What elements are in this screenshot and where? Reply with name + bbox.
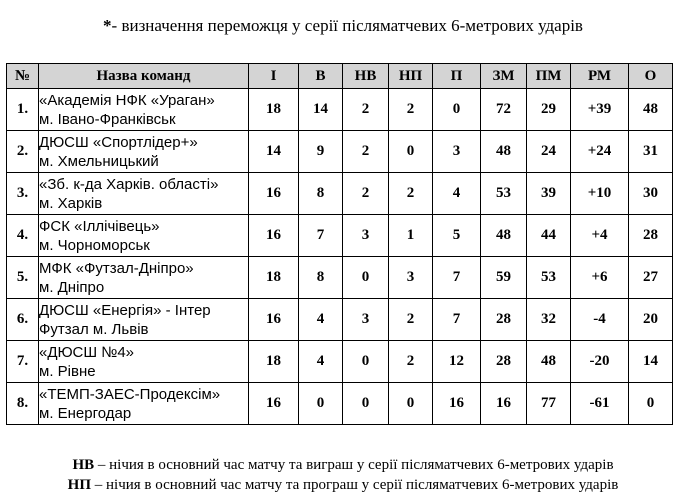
row-number: 8. bbox=[7, 383, 39, 425]
stat-wins: 8 bbox=[299, 173, 343, 215]
team-cell bbox=[39, 131, 249, 173]
stat-draw-loss: 2 bbox=[389, 89, 433, 131]
legend-nv bbox=[0, 457, 686, 474]
legend-np-abbr: НП bbox=[67, 477, 92, 493]
header-team: Назва команд bbox=[39, 64, 249, 89]
team-cell bbox=[39, 299, 249, 341]
table-row bbox=[7, 341, 673, 383]
stat-goals-scored: 28 bbox=[481, 341, 527, 383]
stat-goals-scored: 53 bbox=[481, 173, 527, 215]
team-cell bbox=[39, 215, 249, 257]
team-city: м. Івано-Франківськ bbox=[39, 110, 176, 128]
team-name: «Академія НФК «Ураган» bbox=[39, 91, 215, 109]
stat-losses: 12 bbox=[433, 341, 481, 383]
stat-draw-win: 0 bbox=[343, 257, 389, 299]
legend-np bbox=[0, 477, 686, 494]
team-name: ДЮСШ «Енергія» - Інтер bbox=[39, 301, 211, 319]
row-number: 5. bbox=[7, 257, 39, 299]
stat-losses: 7 bbox=[433, 257, 481, 299]
team-cell bbox=[39, 173, 249, 215]
row-number: 3. bbox=[7, 173, 39, 215]
stat-goals-conceded: 53 bbox=[527, 257, 571, 299]
table-row bbox=[7, 131, 673, 173]
stat-goals-scored: 16 bbox=[481, 383, 527, 425]
stat-goals-scored: 28 bbox=[481, 299, 527, 341]
table-row bbox=[7, 173, 673, 215]
table-row bbox=[7, 257, 673, 299]
header-wins: В bbox=[299, 64, 343, 89]
stat-draw-win: 0 bbox=[343, 383, 389, 425]
stat-games: 16 bbox=[249, 299, 299, 341]
top-note-marker: * bbox=[103, 16, 112, 35]
table-header-row bbox=[7, 64, 673, 89]
stat-points: 14 bbox=[629, 341, 673, 383]
team-name: ФСК «Іллічівець» bbox=[39, 217, 160, 235]
top-note bbox=[0, 16, 686, 36]
team-city: м. Хмельницький bbox=[39, 152, 159, 170]
stat-draw-loss: 2 bbox=[389, 341, 433, 383]
stat-draw-loss: 1 bbox=[389, 215, 433, 257]
stat-games: 14 bbox=[249, 131, 299, 173]
table-row bbox=[7, 215, 673, 257]
row-number: 2. bbox=[7, 131, 39, 173]
team-cell bbox=[39, 257, 249, 299]
stat-goals-conceded: 32 bbox=[527, 299, 571, 341]
team-name: «Зб. к-да Харків. області» bbox=[39, 175, 219, 193]
standings-body bbox=[7, 89, 673, 425]
stat-goals-conceded: 39 bbox=[527, 173, 571, 215]
table-row bbox=[7, 383, 673, 425]
row-number: 1. bbox=[7, 89, 39, 131]
row-number: 6. bbox=[7, 299, 39, 341]
stat-losses: 4 bbox=[433, 173, 481, 215]
stat-goals-scored: 48 bbox=[481, 215, 527, 257]
stat-goal-difference: -20 bbox=[571, 341, 629, 383]
stat-points: 48 bbox=[629, 89, 673, 131]
stat-goals-conceded: 29 bbox=[527, 89, 571, 131]
stat-points: 27 bbox=[629, 257, 673, 299]
stat-goal-difference: +10 bbox=[571, 173, 629, 215]
team-name: МФК «Футзал-Дніпро» bbox=[39, 259, 194, 277]
standings-table bbox=[6, 63, 673, 425]
header-points: О bbox=[629, 64, 673, 89]
team-city: м. Енергодар bbox=[39, 404, 132, 422]
header-goals-scored: ЗМ bbox=[481, 64, 527, 89]
stat-goal-difference: +6 bbox=[571, 257, 629, 299]
stat-points: 28 bbox=[629, 215, 673, 257]
team-cell bbox=[39, 89, 249, 131]
stat-draw-win: 2 bbox=[343, 131, 389, 173]
stat-draw-win: 3 bbox=[343, 299, 389, 341]
stat-draw-win: 3 bbox=[343, 215, 389, 257]
row-number: 4. bbox=[7, 215, 39, 257]
stat-wins: 14 bbox=[299, 89, 343, 131]
stat-goal-difference: -4 bbox=[571, 299, 629, 341]
stat-goals-scored: 59 bbox=[481, 257, 527, 299]
header-losses: П bbox=[433, 64, 481, 89]
stat-games: 18 bbox=[249, 341, 299, 383]
team-name: ДЮСШ «Спортлідер+» bbox=[39, 133, 198, 151]
header-goals-conceded: ПМ bbox=[527, 64, 571, 89]
stat-goals-conceded: 44 bbox=[527, 215, 571, 257]
header-draw-loss: НП bbox=[389, 64, 433, 89]
stat-points: 20 bbox=[629, 299, 673, 341]
stat-losses: 0 bbox=[433, 89, 481, 131]
stat-draw-loss: 2 bbox=[389, 173, 433, 215]
stat-losses: 5 bbox=[433, 215, 481, 257]
stat-wins: 4 bbox=[299, 341, 343, 383]
table-row bbox=[7, 299, 673, 341]
stat-goal-difference: +24 bbox=[571, 131, 629, 173]
stat-losses: 7 bbox=[433, 299, 481, 341]
stat-goal-difference: +4 bbox=[571, 215, 629, 257]
legend-nv-text: – нічия в основний час матчу та виграш у серії післяматчевих 6-метрових ударів bbox=[94, 457, 614, 473]
stat-draw-loss: 0 bbox=[389, 383, 433, 425]
stat-draw-win: 0 bbox=[343, 341, 389, 383]
legend-np-text: – нічия в основний час матчу та програш у серії післяматчевих 6-метрових ударів bbox=[91, 477, 619, 493]
stat-wins: 0 bbox=[299, 383, 343, 425]
header-draw-win: НВ bbox=[343, 64, 389, 89]
stat-games: 16 bbox=[249, 215, 299, 257]
team-cell bbox=[39, 383, 249, 425]
stat-draw-win: 2 bbox=[343, 173, 389, 215]
stat-points: 30 bbox=[629, 173, 673, 215]
stat-wins: 9 bbox=[299, 131, 343, 173]
header-goal-difference: РМ bbox=[571, 64, 629, 89]
stat-draw-win: 2 bbox=[343, 89, 389, 131]
team-city: м. Дніпро bbox=[39, 278, 105, 296]
legend-nv-abbr: НВ bbox=[72, 457, 95, 473]
team-cell bbox=[39, 341, 249, 383]
stat-wins: 4 bbox=[299, 299, 343, 341]
top-note-text: - визначення переможця у серії післяматчевих 6-метрових ударів bbox=[111, 16, 583, 35]
team-city: м. Чорноморськ bbox=[39, 236, 150, 254]
stat-draw-loss: 0 bbox=[389, 131, 433, 173]
stat-wins: 8 bbox=[299, 257, 343, 299]
header-games: І bbox=[249, 64, 299, 89]
stat-points: 31 bbox=[629, 131, 673, 173]
stat-goal-difference: +39 bbox=[571, 89, 629, 131]
stat-goals-conceded: 48 bbox=[527, 341, 571, 383]
stat-games: 16 bbox=[249, 173, 299, 215]
table-row bbox=[7, 89, 673, 131]
stat-draw-loss: 3 bbox=[389, 257, 433, 299]
stat-games: 18 bbox=[249, 89, 299, 131]
team-city: м. Рівне bbox=[39, 362, 96, 380]
stat-wins: 7 bbox=[299, 215, 343, 257]
team-name: «ТЕМП-ЗАЕС-Продексім» bbox=[39, 385, 221, 403]
stat-goals-conceded: 77 bbox=[527, 383, 571, 425]
stat-points: 0 bbox=[629, 383, 673, 425]
stat-losses: 16 bbox=[433, 383, 481, 425]
stat-games: 16 bbox=[249, 383, 299, 425]
header-number: № bbox=[7, 64, 39, 89]
stat-goals-scored: 72 bbox=[481, 89, 527, 131]
row-number: 7. bbox=[7, 341, 39, 383]
team-city: Футзал м. Львів bbox=[39, 320, 149, 338]
stat-goals-conceded: 24 bbox=[527, 131, 571, 173]
stat-games: 18 bbox=[249, 257, 299, 299]
stat-draw-loss: 2 bbox=[389, 299, 433, 341]
stat-goal-difference: -61 bbox=[571, 383, 629, 425]
team-name: «ДЮСШ №4» bbox=[39, 343, 135, 361]
stat-goals-scored: 48 bbox=[481, 131, 527, 173]
stat-losses: 3 bbox=[433, 131, 481, 173]
team-city: м. Харків bbox=[39, 194, 103, 212]
